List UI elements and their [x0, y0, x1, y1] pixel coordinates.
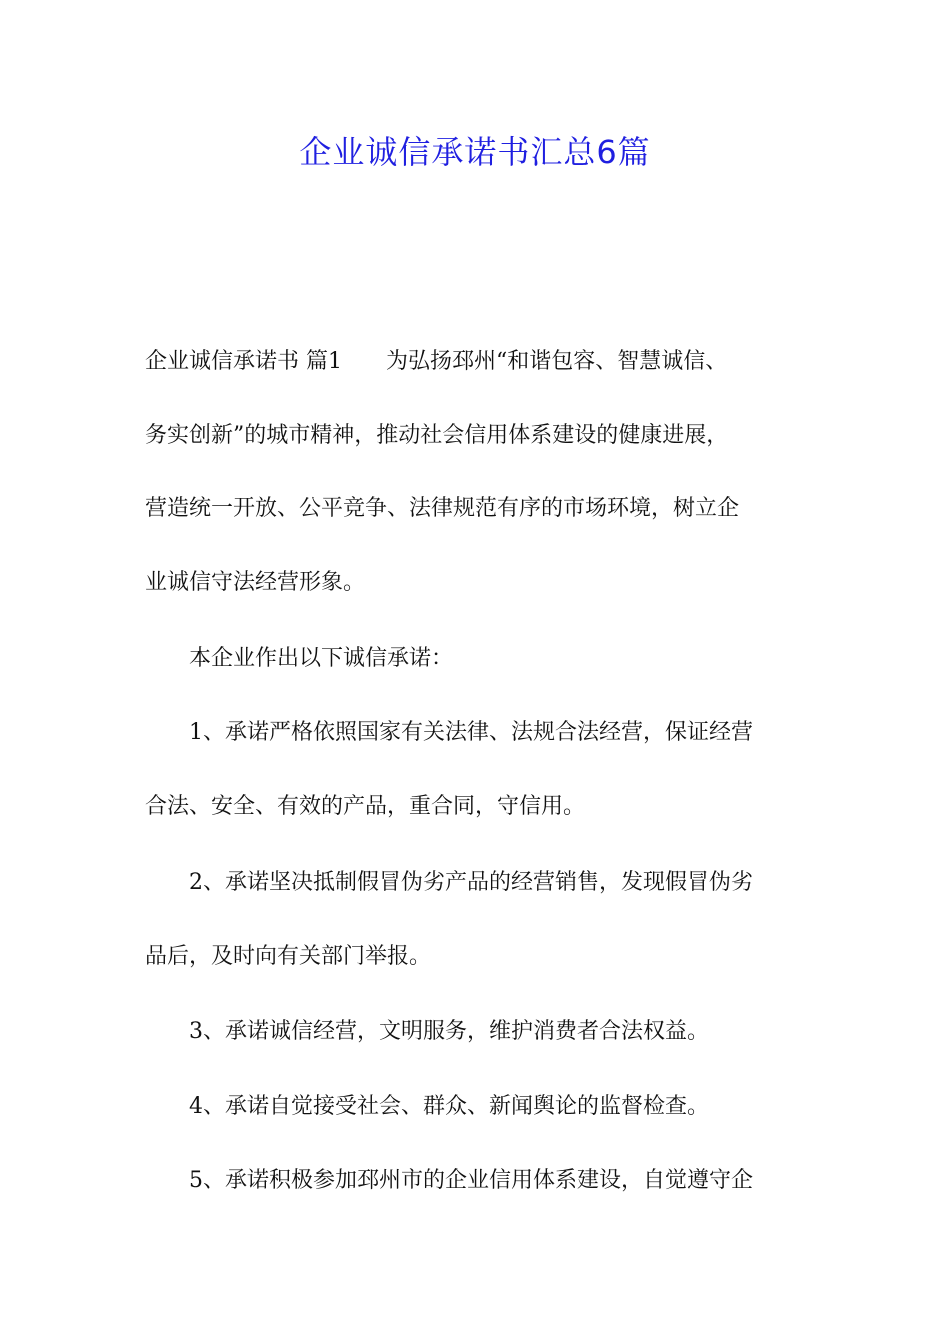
body-line: 3、承诺诚信经营，文明服务，维护消费者合法权益。 — [145, 1019, 709, 1044]
body-line: 4、承诺自觉接受社会、群众、新闻舆论的监督检查。 — [145, 1094, 709, 1119]
body-line: 本企业作出以下诚信承诺： — [145, 646, 454, 671]
body-line: 品后，及时向有关部门举报。 — [145, 944, 432, 969]
body-line: 营造统一开放、公平竞争、法律规范有序的市场环境，树立企 — [145, 496, 740, 521]
body-line: 合法、安全、有效的产品，重合同，守信用。 — [145, 794, 586, 819]
body-line: 1、承诺严格依照国家有关法律、法规合法经营，保证经营 — [145, 720, 753, 745]
body-line: 2、承诺坚决抵制假冒伪劣产品的经营销售，发现假冒伪劣 — [145, 870, 753, 895]
body-line: 5、承诺积极参加邳州市的企业信用体系建设，自觉遵守企 — [145, 1168, 753, 1193]
body-line: 务实创新”的城市精神，推动社会信用体系建设的健康进展， — [145, 423, 729, 448]
body-line: 企业诚信承诺书 篇1 为弘扬邳州“和谐包容、智慧诚信、 — [145, 349, 728, 374]
body-line: 业诚信守法经营形象。 — [145, 570, 366, 595]
document-title: 企业诚信承诺书汇总6篇 — [299, 133, 651, 171]
